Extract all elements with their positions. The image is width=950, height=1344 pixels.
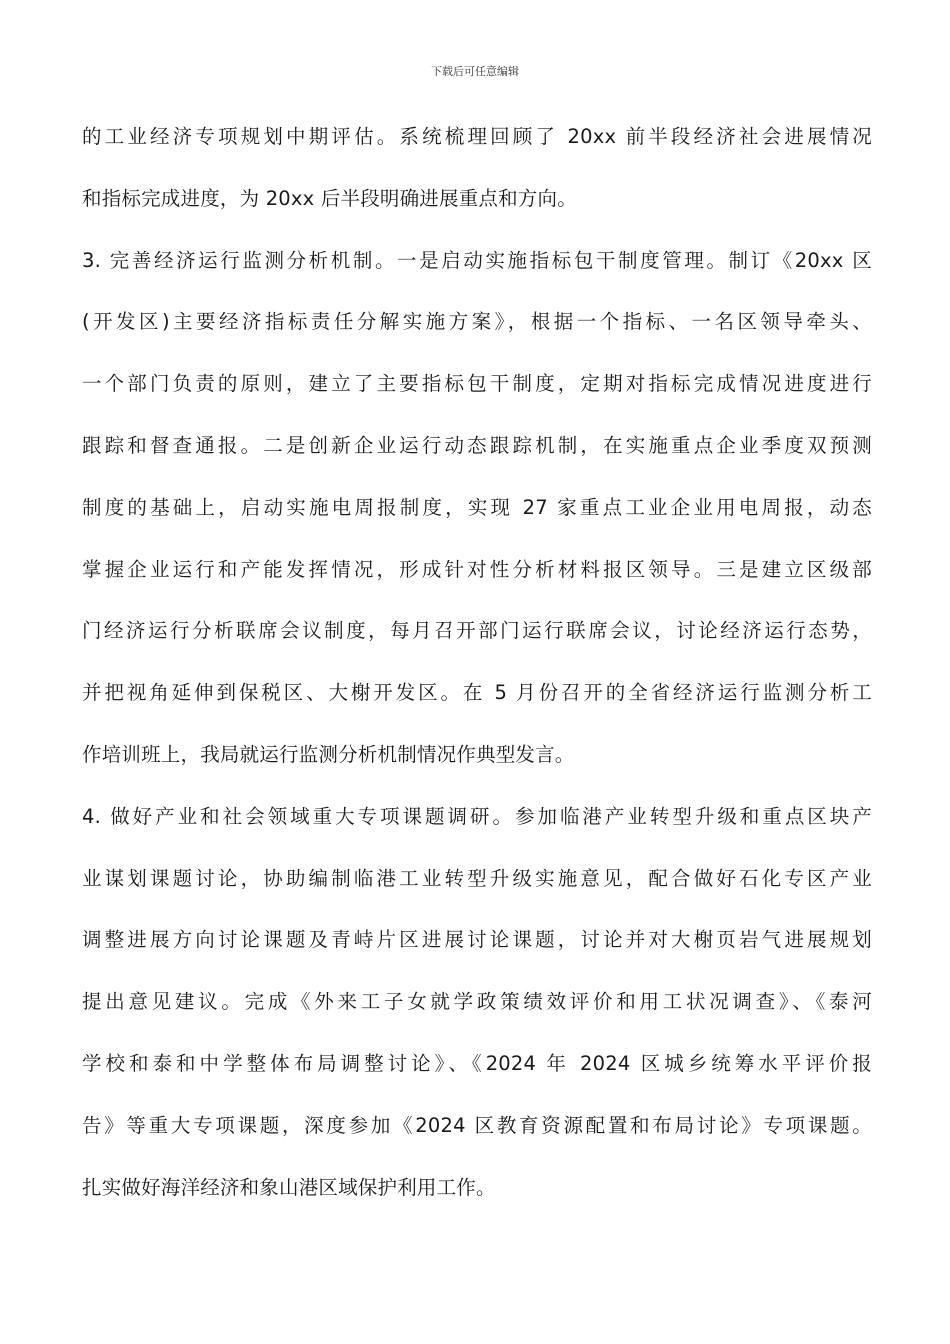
body-text-line: 门经济运行分析联席会议制度，每月召开部门运行联席会议，讨论经济运行态势， — [82, 619, 872, 643]
body-text-line: 的工业经济专项规划中期评估。系统梳理回顾了 20xx 前半段经济社会进展情况 — [82, 125, 872, 148]
body-text-line: 业谋划课题讨论，协助编制临港工业转型升级实施意见，配合做好石化专区产业 — [82, 866, 872, 890]
body-text-line: 扎实做好海洋经济和象山港区域保护利用工作。 — [82, 1175, 496, 1199]
body-text-line: 跟踪和督查通报。二是创新企业运行动态跟踪机制，在实施重点企业季度双预测 — [82, 433, 872, 457]
body-text-line: 学校和泰和中学整体布局调整讨论》、《2024 年 2024 区城乡统筹水平评价报 — [82, 1051, 872, 1075]
body-text-line: (开发区)主要经济指标责任分解实施方案》，根据一个指标、一名区领导牵头、 — [82, 310, 872, 334]
page-header: 下载后可任意编辑 — [431, 65, 519, 78]
body-text-line: 4. 做好产业和社会领域重大专项课题调研。参加临港产业转型升级和重点区块产 — [82, 804, 872, 828]
body-text-line: 3. 完善经济运行监测分析机制。一是启动实施指标包干制度管理。制订《20xx 区 — [82, 248, 872, 272]
body-text-line: 和指标完成进度，为 20xx 后半段明确进展重点和方向。 — [82, 186, 577, 210]
body-text-line: 掌握企业运行和产能发挥情况，形成针对性分析材料报区领导。三是建立区级部 — [82, 557, 872, 581]
body-text-line: 一个部门负责的原则，建立了主要指标包干制度，定期对指标完成情况进度进行 — [82, 372, 872, 396]
body-text-line: 作培训班上，我局就运行监测分析机制情况作典型发言。 — [82, 742, 575, 766]
document-body — [82, 115, 872, 1227]
body-text-line: 调整进展方向讨论课题及青峙片区进展讨论课题，讨论并对大榭页岩气进展规划 — [82, 928, 872, 952]
body-text-line: 告》等重大专项课题，深度参加《2024 区教育资源配置和布局讨论》专项课题。 — [82, 1113, 872, 1137]
body-text-line: 提出意见建议。完成《外来工子女就学政策绩效评价和用工状况调查》、《泰河 — [82, 990, 872, 1014]
body-text-line: 制度的基础上，启动实施电周报制度，实现 27 家重点工业企业用电周报，动态 — [82, 495, 872, 519]
body-text-line: 并把视角延伸到保税区、大榭开发区。在 5 月份召开的全省经济运行监测分析工 — [82, 681, 872, 705]
